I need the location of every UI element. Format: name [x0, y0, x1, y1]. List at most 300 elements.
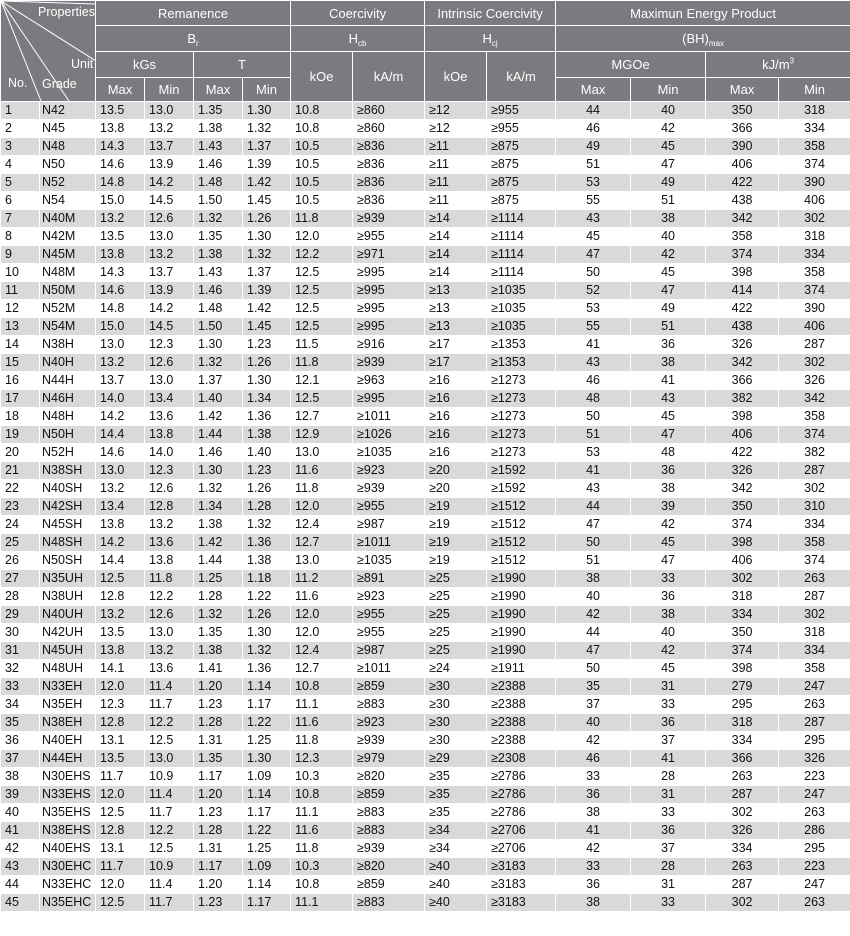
cell-kgs-min: 13.2 [145, 642, 194, 660]
cell-grade: N48 [40, 138, 96, 156]
cell-kgs-max: 15.0 [96, 318, 145, 336]
cell-no: 28 [1, 588, 40, 606]
cell-grade: N38EH [40, 714, 96, 732]
cell-kgs-min: 13.2 [145, 120, 194, 138]
cell-hcb-koe: 11.8 [291, 732, 353, 750]
cell-hcj-koe: ≥40 [425, 894, 487, 912]
cell-kjm3-max: 406 [706, 552, 779, 570]
cell-no: 31 [1, 642, 40, 660]
unit-kam-intrinsic: kA/m [487, 52, 556, 102]
cell-hcb-kam: ≥1011 [353, 534, 425, 552]
cell-kjm3-min: 318 [779, 102, 850, 120]
cell-hcj-koe: ≥20 [425, 480, 487, 498]
cell-kgs-min: 12.3 [145, 462, 194, 480]
cell-hcj-koe: ≥19 [425, 498, 487, 516]
cell-kjm3-max: 334 [706, 840, 779, 858]
cell-kjm3-min: 374 [779, 426, 850, 444]
cell-kgs-min: 12.3 [145, 336, 194, 354]
cell-mgoe-min: 42 [631, 120, 706, 138]
cell-grade: N45 [40, 120, 96, 138]
table-row [1, 552, 850, 570]
cell-t-max: 1.31 [194, 840, 243, 858]
cell-hcj-kam: ≥2786 [487, 786, 556, 804]
cell-mgoe-min: 38 [631, 354, 706, 372]
cell-grade: N45M [40, 246, 96, 264]
cell-t-min: 1.36 [243, 660, 291, 678]
cell-mgoe-max: 33 [556, 858, 631, 876]
cell-hcj-kam: ≥1035 [487, 282, 556, 300]
cell-hcb-kam: ≥860 [353, 102, 425, 120]
cell-hcb-kam: ≥995 [353, 282, 425, 300]
cell-kjm3-max: 342 [706, 210, 779, 228]
table-row [1, 318, 850, 336]
cell-kjm3-min: 223 [779, 768, 850, 786]
cell-hcj-koe: ≥25 [425, 588, 487, 606]
cell-no: 1 [1, 102, 40, 120]
cell-t-min: 1.14 [243, 876, 291, 894]
cell-hcj-kam: ≥1990 [487, 606, 556, 624]
cell-grade: N52H [40, 444, 96, 462]
cell-no: 23 [1, 498, 40, 516]
cell-mgoe-max: 35 [556, 678, 631, 696]
cell-grade: N35EHC [40, 894, 96, 912]
cell-kjm3-max: 374 [706, 642, 779, 660]
cell-mgoe-max: 46 [556, 120, 631, 138]
cell-grade: N35EH [40, 696, 96, 714]
cell-kjm3-max: 302 [706, 894, 779, 912]
cell-hcj-kam: ≥1990 [487, 588, 556, 606]
table-row [1, 498, 850, 516]
cell-t-min: 1.45 [243, 192, 291, 210]
cell-kgs-min: 12.6 [145, 480, 194, 498]
cell-hcb-koe: 12.7 [291, 534, 353, 552]
cell-no: 41 [1, 822, 40, 840]
cell-t-max: 1.25 [194, 570, 243, 588]
cell-t-min: 1.39 [243, 156, 291, 174]
cell-grade: N54 [40, 192, 96, 210]
cell-hcb-koe: 10.8 [291, 102, 353, 120]
cell-kjm3-min: 390 [779, 300, 850, 318]
table-row [1, 372, 850, 390]
cell-grade: N48M [40, 264, 96, 282]
table-row [1, 264, 850, 282]
cell-grade: N44EH [40, 750, 96, 768]
cell-mgoe-min: 42 [631, 246, 706, 264]
cell-mgoe-max: 51 [556, 426, 631, 444]
cell-hcj-kam: ≥1512 [487, 534, 556, 552]
cell-grade: N38SH [40, 462, 96, 480]
table-row [1, 714, 850, 732]
cell-t-min: 1.09 [243, 768, 291, 786]
cell-kjm3-max: 342 [706, 480, 779, 498]
table-row [1, 228, 850, 246]
cell-t-max: 1.35 [194, 624, 243, 642]
cell-hcb-koe: 12.3 [291, 750, 353, 768]
table-row [1, 282, 850, 300]
cell-kgs-max: 13.1 [96, 732, 145, 750]
cell-hcj-koe: ≥17 [425, 354, 487, 372]
cell-mgoe-min: 48 [631, 444, 706, 462]
cell-kgs-min: 13.2 [145, 246, 194, 264]
cell-mgoe-min: 36 [631, 336, 706, 354]
cell-kgs-min: 11.7 [145, 804, 194, 822]
table-row [1, 858, 850, 876]
min-tesla: Min [243, 78, 291, 102]
cell-hcb-koe: 10.8 [291, 120, 353, 138]
cell-kgs-min: 12.2 [145, 822, 194, 840]
cell-mgoe-min: 31 [631, 678, 706, 696]
min-kjm3: Min [779, 78, 850, 102]
cell-hcb-kam: ≥971 [353, 246, 425, 264]
cell-t-max: 1.44 [194, 426, 243, 444]
table-row [1, 480, 850, 498]
cell-kjm3-max: 422 [706, 444, 779, 462]
cell-kgs-min: 11.4 [145, 876, 194, 894]
cell-hcb-koe: 11.2 [291, 570, 353, 588]
cell-mgoe-max: 51 [556, 552, 631, 570]
cell-no: 9 [1, 246, 40, 264]
cell-kgs-min: 12.5 [145, 732, 194, 750]
cell-kjm3-min: 302 [779, 480, 850, 498]
cell-kjm3-min: 334 [779, 246, 850, 264]
cell-kjm3-min: 295 [779, 840, 850, 858]
cell-hcb-koe: 10.3 [291, 858, 353, 876]
cell-kjm3-max: 350 [706, 102, 779, 120]
cell-mgoe-max: 43 [556, 354, 631, 372]
cell-t-max: 1.28 [194, 588, 243, 606]
cell-t-max: 1.34 [194, 498, 243, 516]
cell-kgs-max: 14.4 [96, 426, 145, 444]
cell-kjm3-min: 406 [779, 318, 850, 336]
cell-t-min: 1.22 [243, 588, 291, 606]
cell-hcb-koe: 10.8 [291, 786, 353, 804]
cell-no: 11 [1, 282, 40, 300]
cell-mgoe-max: 42 [556, 606, 631, 624]
cell-t-min: 1.22 [243, 822, 291, 840]
cell-hcj-koe: ≥16 [425, 390, 487, 408]
cell-hcb-kam: ≥1026 [353, 426, 425, 444]
cell-hcj-kam: ≥1114 [487, 264, 556, 282]
cell-hcj-kam: ≥3183 [487, 858, 556, 876]
cell-hcb-koe: 12.7 [291, 408, 353, 426]
cell-hcj-koe: ≥34 [425, 822, 487, 840]
cell-grade: N50SH [40, 552, 96, 570]
cell-kjm3-max: 302 [706, 804, 779, 822]
cell-kgs-max: 14.3 [96, 138, 145, 156]
cell-kgs-min: 10.9 [145, 768, 194, 786]
cell-hcj-kam: ≥1990 [487, 642, 556, 660]
cell-no: 21 [1, 462, 40, 480]
cell-hcb-koe: 12.7 [291, 660, 353, 678]
cell-kgs-min: 11.4 [145, 786, 194, 804]
corner-no-label: No. [8, 76, 28, 90]
cell-hcb-kam: ≥1011 [353, 408, 425, 426]
cell-grade: N42 [40, 102, 96, 120]
cell-kgs-max: 14.4 [96, 552, 145, 570]
cell-kgs-min: 11.8 [145, 570, 194, 588]
cell-grade: N38EHS [40, 822, 96, 840]
cell-t-max: 1.43 [194, 264, 243, 282]
cell-no: 22 [1, 480, 40, 498]
cell-kjm3-max: 366 [706, 750, 779, 768]
cell-hcj-koe: ≥16 [425, 444, 487, 462]
cell-hcb-kam: ≥1035 [353, 552, 425, 570]
cell-kjm3-min: 247 [779, 678, 850, 696]
cell-t-min: 1.23 [243, 462, 291, 480]
cell-grade: N48SH [40, 534, 96, 552]
cell-no: 32 [1, 660, 40, 678]
cell-kjm3-min: 358 [779, 534, 850, 552]
cell-grade: N40M [40, 210, 96, 228]
cell-hcj-koe: ≥34 [425, 840, 487, 858]
cell-t-min: 1.25 [243, 840, 291, 858]
cell-hcj-koe: ≥24 [425, 660, 487, 678]
min-mgoe: Min [631, 78, 706, 102]
cell-kgs-min: 12.6 [145, 210, 194, 228]
cell-hcb-koe: 12.5 [291, 282, 353, 300]
cell-hcj-koe: ≥14 [425, 264, 487, 282]
cell-kgs-max: 12.3 [96, 696, 145, 714]
intrinsic-coercivity-header: Intrinsic Coercivity [425, 1, 556, 26]
max-kjm3: Max [706, 78, 779, 102]
cell-hcb-koe: 12.5 [291, 264, 353, 282]
cell-t-max: 1.35 [194, 228, 243, 246]
table-row [1, 246, 850, 264]
cell-t-min: 1.09 [243, 858, 291, 876]
cell-hcj-koe: ≥13 [425, 300, 487, 318]
cell-kgs-min: 13.2 [145, 516, 194, 534]
cell-mgoe-max: 53 [556, 300, 631, 318]
cell-t-min: 1.38 [243, 552, 291, 570]
cell-kgs-max: 12.5 [96, 804, 145, 822]
cell-no: 43 [1, 858, 40, 876]
cell-t-max: 1.20 [194, 678, 243, 696]
cell-kjm3-min: 263 [779, 570, 850, 588]
cell-hcj-kam: ≥1273 [487, 372, 556, 390]
cell-kgs-max: 13.7 [96, 372, 145, 390]
corner-properties-label: Properties [38, 5, 95, 19]
cell-mgoe-min: 43 [631, 390, 706, 408]
cell-hcj-kam: ≥875 [487, 192, 556, 210]
cell-grade: N42SH [40, 498, 96, 516]
cell-hcb-koe: 12.0 [291, 606, 353, 624]
cell-hcj-koe: ≥11 [425, 174, 487, 192]
cell-hcb-koe: 11.1 [291, 696, 353, 714]
cell-kjm3-min: 342 [779, 390, 850, 408]
cell-kjm3-max: 422 [706, 174, 779, 192]
cell-t-max: 1.38 [194, 120, 243, 138]
table-row [1, 750, 850, 768]
cell-grade: N52 [40, 174, 96, 192]
cell-kgs-min: 11.7 [145, 696, 194, 714]
cell-t-max: 1.20 [194, 876, 243, 894]
cell-kgs-min: 12.5 [145, 840, 194, 858]
cell-mgoe-min: 40 [631, 228, 706, 246]
cell-hcj-koe: ≥35 [425, 768, 487, 786]
cell-no: 37 [1, 750, 40, 768]
cell-t-min: 1.40 [243, 444, 291, 462]
cell-mgoe-max: 44 [556, 102, 631, 120]
cell-mgoe-max: 50 [556, 408, 631, 426]
cell-mgoe-min: 31 [631, 786, 706, 804]
cell-mgoe-max: 37 [556, 696, 631, 714]
cell-hcb-koe: 12.5 [291, 300, 353, 318]
unit-koe-intrinsic: kOe [425, 52, 487, 102]
cell-mgoe-max: 40 [556, 714, 631, 732]
cell-hcj-kam: ≥3183 [487, 876, 556, 894]
hcb-symbol: $H_{cb}$ [291, 26, 425, 52]
cell-hcb-koe: 12.4 [291, 516, 353, 534]
cell-kjm3-max: 295 [706, 696, 779, 714]
cell-kgs-max: 13.0 [96, 336, 145, 354]
cell-t-max: 1.50 [194, 318, 243, 336]
cell-kgs-min: 13.7 [145, 264, 194, 282]
cell-hcb-kam: ≥923 [353, 588, 425, 606]
cell-hcj-kam: ≥2308 [487, 750, 556, 768]
table-row [1, 696, 850, 714]
cell-grade: N42M [40, 228, 96, 246]
cell-kgs-max: 14.1 [96, 660, 145, 678]
cell-kjm3-min: 263 [779, 696, 850, 714]
cell-mgoe-min: 36 [631, 822, 706, 840]
cell-t-min: 1.26 [243, 210, 291, 228]
table-row [1, 624, 850, 642]
cell-grade: N40UH [40, 606, 96, 624]
cell-hcj-kam: ≥1273 [487, 444, 556, 462]
cell-hcb-kam: ≥955 [353, 228, 425, 246]
cell-mgoe-min: 36 [631, 462, 706, 480]
cell-mgoe-min: 45 [631, 138, 706, 156]
cell-no: 10 [1, 264, 40, 282]
cell-hcb-kam: ≥859 [353, 786, 425, 804]
cell-kjm3-min: 358 [779, 264, 850, 282]
cell-mgoe-max: 46 [556, 750, 631, 768]
cell-kgs-min: 13.0 [145, 750, 194, 768]
cell-kgs-max: 14.3 [96, 264, 145, 282]
cell-hcj-kam: ≥1114 [487, 228, 556, 246]
max-tesla: Max [194, 78, 243, 102]
cell-kgs-min: 13.6 [145, 408, 194, 426]
cell-grade: N44H [40, 372, 96, 390]
cell-t-min: 1.36 [243, 408, 291, 426]
table-row [1, 894, 850, 912]
cell-no: 42 [1, 840, 40, 858]
cell-hcj-kam: ≥1592 [487, 462, 556, 480]
cell-t-max: 1.20 [194, 786, 243, 804]
cell-mgoe-max: 36 [556, 876, 631, 894]
cell-t-min: 1.37 [243, 264, 291, 282]
cell-hcj-kam: ≥875 [487, 174, 556, 192]
cell-hcb-koe: 10.5 [291, 156, 353, 174]
cell-t-max: 1.17 [194, 768, 243, 786]
cell-mgoe-min: 38 [631, 210, 706, 228]
table-row [1, 804, 850, 822]
cell-hcb-kam: ≥995 [353, 318, 425, 336]
max-kgs: Max [96, 78, 145, 102]
cell-no: 29 [1, 606, 40, 624]
cell-no: 30 [1, 624, 40, 642]
cell-t-min: 1.30 [243, 624, 291, 642]
remanence-header: Remanence [96, 1, 291, 26]
cell-kjm3-min: 302 [779, 354, 850, 372]
cell-kgs-max: 15.0 [96, 192, 145, 210]
table-row [1, 336, 850, 354]
table-row [1, 156, 850, 174]
cell-no: 36 [1, 732, 40, 750]
cell-kgs-min: 13.8 [145, 426, 194, 444]
cell-t-min: 1.42 [243, 300, 291, 318]
cell-hcb-koe: 13.0 [291, 552, 353, 570]
cell-t-min: 1.17 [243, 804, 291, 822]
cell-t-max: 1.42 [194, 534, 243, 552]
cell-kgs-min: 12.8 [145, 498, 194, 516]
cell-hcj-kam: ≥2706 [487, 840, 556, 858]
cell-kgs-max: 14.6 [96, 444, 145, 462]
cell-hcb-koe: 10.5 [291, 192, 353, 210]
cell-mgoe-max: 55 [556, 192, 631, 210]
cell-t-max: 1.37 [194, 372, 243, 390]
table-body [1, 102, 850, 912]
cell-t-min: 1.30 [243, 750, 291, 768]
cell-hcb-kam: ≥939 [353, 732, 425, 750]
cell-kgs-max: 13.2 [96, 480, 145, 498]
cell-no: 35 [1, 714, 40, 732]
cell-grade: N48UH [40, 660, 96, 678]
cell-kjm3-min: 326 [779, 372, 850, 390]
cell-kgs-min: 12.6 [145, 606, 194, 624]
cell-kjm3-min: 263 [779, 804, 850, 822]
cell-mgoe-min: 45 [631, 408, 706, 426]
cell-mgoe-max: 47 [556, 246, 631, 264]
cell-t-max: 1.38 [194, 642, 243, 660]
cell-hcb-koe: 11.6 [291, 822, 353, 840]
cell-kjm3-max: 398 [706, 534, 779, 552]
cell-kjm3-min: 310 [779, 498, 850, 516]
cell-t-max: 1.32 [194, 210, 243, 228]
cell-mgoe-min: 33 [631, 894, 706, 912]
cell-kgs-max: 13.8 [96, 516, 145, 534]
cell-kjm3-max: 326 [706, 336, 779, 354]
cell-t-min: 1.17 [243, 894, 291, 912]
cell-grade: N38UH [40, 588, 96, 606]
cell-mgoe-max: 38 [556, 570, 631, 588]
cell-hcj-koe: ≥25 [425, 642, 487, 660]
unit-tesla: T [194, 52, 291, 78]
max-mgoe: Max [556, 78, 631, 102]
cell-t-max: 1.35 [194, 102, 243, 120]
cell-hcj-kam: ≥955 [487, 102, 556, 120]
cell-kgs-max: 14.0 [96, 390, 145, 408]
cell-mgoe-max: 47 [556, 642, 631, 660]
unit-mgoe: MGOe [556, 52, 706, 78]
cell-t-max: 1.41 [194, 660, 243, 678]
cell-mgoe-min: 38 [631, 606, 706, 624]
cell-mgoe-min: 41 [631, 750, 706, 768]
cell-hcb-koe: 11.6 [291, 714, 353, 732]
cell-hcb-kam: ≥1011 [353, 660, 425, 678]
cell-kgs-min: 14.2 [145, 300, 194, 318]
cell-mgoe-min: 51 [631, 318, 706, 336]
cell-kjm3-min: 374 [779, 156, 850, 174]
cell-kjm3-max: 374 [706, 246, 779, 264]
cell-kjm3-max: 374 [706, 516, 779, 534]
table-row [1, 120, 850, 138]
cell-hcb-koe: 12.2 [291, 246, 353, 264]
coercivity-header: Coercivity [291, 1, 425, 26]
cell-hcb-kam: ≥836 [353, 156, 425, 174]
cell-no: 12 [1, 300, 40, 318]
cell-t-max: 1.23 [194, 894, 243, 912]
